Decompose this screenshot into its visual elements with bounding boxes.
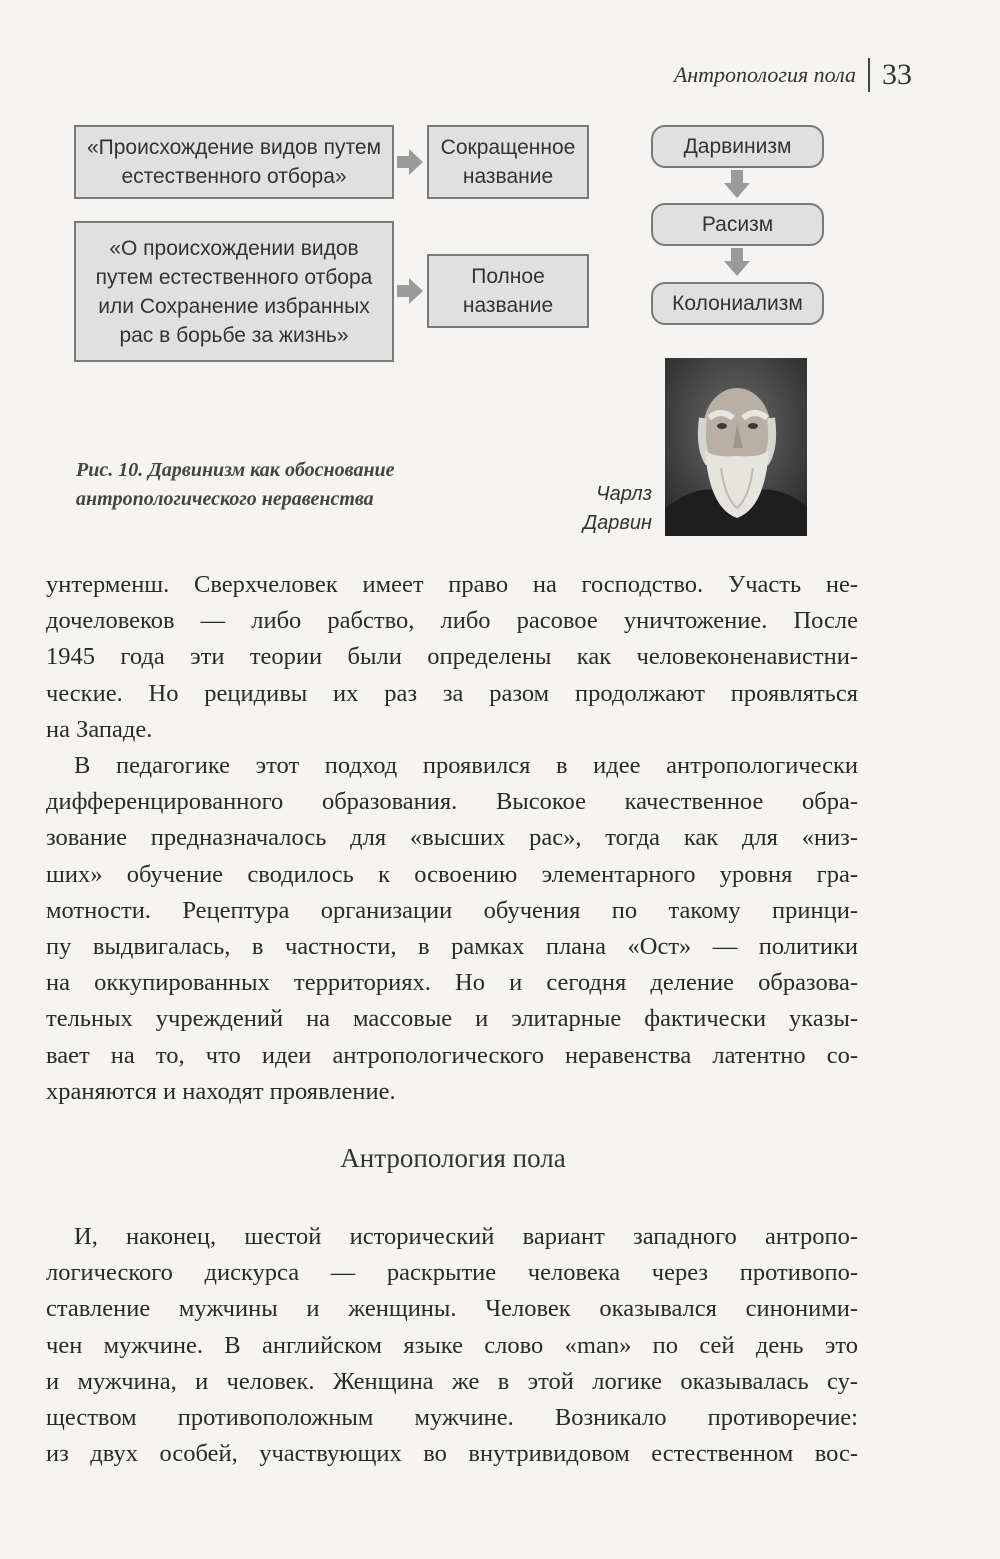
text-line: зование предназначалось для «высших рас», тогда как для «низ- <box>46 824 858 852</box>
label-short-name: Сокращенное название <box>427 125 589 199</box>
header-separator <box>868 58 870 92</box>
paragraph-2 <box>46 748 858 1110</box>
text-line: дифференцированного образования. Высокое качественное обра- <box>46 788 858 816</box>
text-line: храняются и находят проявление. <box>46 1077 396 1105</box>
section-heading: Антропология пола <box>340 1143 566 1173</box>
text-line: ставление мужчины и женщины. Человек оказывался синоними- <box>46 1295 858 1323</box>
page-number: 33 <box>882 58 912 91</box>
arrow-right-icon <box>397 278 423 304</box>
text-line: И, наконец, шестой исторический вариант западного антропо- <box>74 1223 858 1250</box>
text-line: вает на то, что идеи антропологического неравенства латентно со- <box>46 1041 858 1069</box>
caption-line: антропологического неравенства <box>76 488 374 510</box>
text-line: на Западе. <box>46 715 153 743</box>
box-short-title: «Происхождение видов путем естественного отбора» <box>74 125 394 199</box>
text-line: чен мужчине. В английском языке слово «man» по сей день это <box>46 1331 858 1359</box>
arrow-right-icon <box>397 149 423 175</box>
text-line: на оккупированных территориях. Но и сегодня деление образова- <box>46 969 858 997</box>
running-title: Антропология пола <box>673 62 856 87</box>
label-full-name: Полное название <box>427 254 589 328</box>
text-line: В педагогике этот подход проявился в идее антропологически <box>74 752 858 779</box>
text-line: из двух особей, участвующих во внутривидовом естественном вос- <box>46 1440 858 1468</box>
running-header <box>674 58 912 92</box>
text-line: ших» обучение сводилось к освоению элементарного уровня гра- <box>46 860 858 888</box>
text-line: тельных учреждений на массовые и элитарные фактически указы- <box>46 1005 858 1033</box>
paragraph-1 <box>46 567 858 748</box>
text-line: ществом противоположным мужчине. Возникало противоречие: <box>46 1404 858 1432</box>
portrait-name-line: Чарлз <box>596 483 652 505</box>
arrow-down-icon <box>724 170 750 198</box>
text-line: дочеловеков — либо рабство, либо расовое уничтожение. После <box>46 607 858 635</box>
text-line: ческие. Но рецидивы их раз за разом продолжают проявляться <box>46 679 858 707</box>
paragraph-3 <box>46 1219 858 1472</box>
chain-racism: Расизм <box>651 203 824 246</box>
text-line: пу выдвигалась, в частности, в рамках плана «Ост» — политики <box>46 933 858 961</box>
portrait-caption <box>560 480 652 538</box>
darwin-portrait-image <box>665 358 807 536</box>
text-line: и мужчина, и человек. Женщина же в этой логике оказывалась су- <box>46 1367 858 1395</box>
caption-line: Рис. 10. Дарвинизм как обоснование <box>76 459 395 481</box>
text-line: 1945 года эти теории были определены как человеконенавистни- <box>46 643 858 671</box>
chain-darwinism: Дарвинизм <box>651 125 824 168</box>
text-line: логического дискурса — раскрытие человека через противопо- <box>46 1259 858 1287</box>
text-line: мотности. Рецептура организации обучения по такому принци- <box>46 896 858 924</box>
arrow-down-icon <box>724 248 750 276</box>
figure-caption <box>76 456 395 514</box>
portrait-name-line: Дарвин <box>583 512 652 534</box>
box-full-title: «О происхождении видов путем естественного отбора или Сохранение избранных рас в борьбе за жизнь» <box>74 221 394 362</box>
chain-colonialism: Колониализм <box>651 282 824 325</box>
text-line: унтерменш. Сверхчеловек имеет право на господство. Участь не- <box>46 571 858 598</box>
